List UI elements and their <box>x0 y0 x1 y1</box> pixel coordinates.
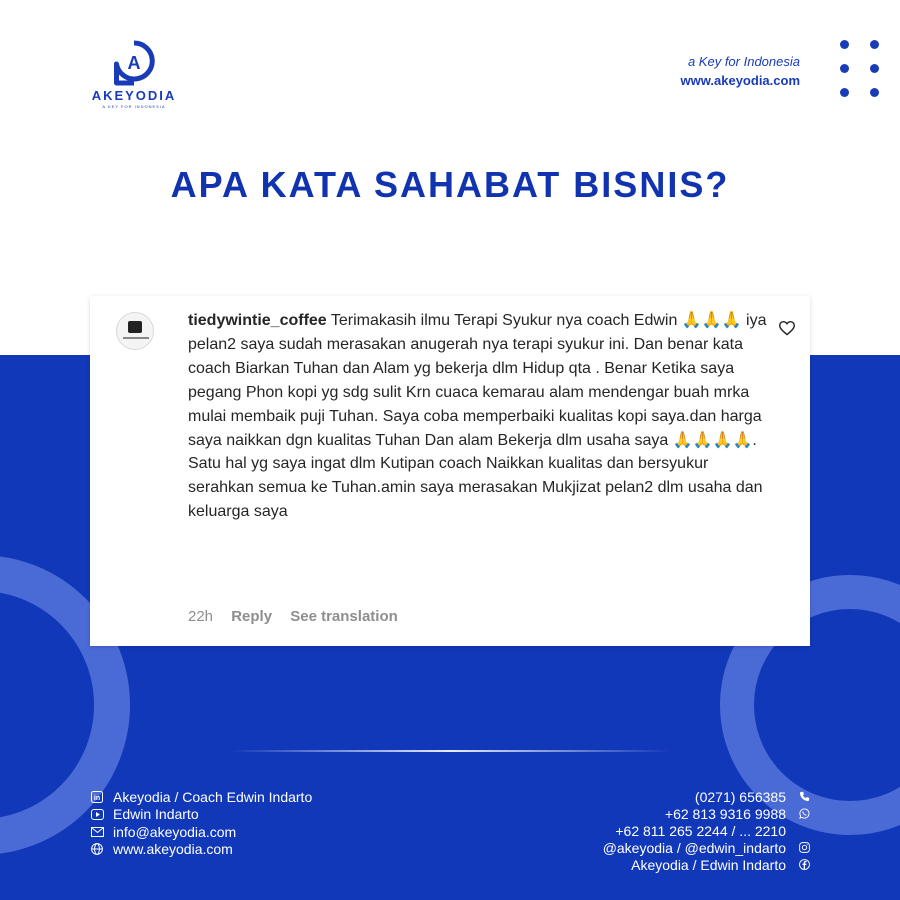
comment-text-part-1: Terimakasih ilmu Terapi Syukur nya coach Edwin <box>326 312 682 329</box>
pray-emoji-group-2: 🙏🙏🙏🙏 <box>672 431 753 449</box>
footer-website[interactable] <box>90 841 312 859</box>
dot <box>870 64 879 73</box>
svg-text:in: in <box>93 794 101 802</box>
dot <box>840 64 849 73</box>
footer-contacts-right <box>603 788 810 873</box>
brand-name: AKEYODIA <box>91 88 177 103</box>
brand-tagline-small: A KEY FOR INDONESIA <box>102 104 166 109</box>
instagram-icon <box>798 842 810 854</box>
avatar[interactable] <box>116 312 154 350</box>
footer-phone[interactable] <box>603 788 810 805</box>
avatar-logo-text <box>123 337 149 339</box>
akeyodia-logo <box>84 40 184 109</box>
page-headline: APA KATA SAHABAT BISNIS? <box>170 164 730 205</box>
footer-youtube[interactable] <box>90 806 312 824</box>
reply-button[interactable]: Reply <box>231 608 273 625</box>
footer-linkedin[interactable] <box>90 788 312 806</box>
comment-time: 22h <box>188 608 214 625</box>
heart-icon[interactable] <box>778 320 796 336</box>
footer-instagram-text: @akeyodia / @edwin_indarto <box>602 839 786 856</box>
footer-website-text: www.akeyodia.com <box>113 841 233 858</box>
dot <box>870 40 879 49</box>
logo-letter: A <box>127 53 141 73</box>
logo-pin-icon <box>112 40 156 86</box>
footer-contacts-left <box>90 788 312 858</box>
avatar-logo-mark <box>128 321 142 333</box>
youtube-icon <box>90 807 104 821</box>
divider-line <box>230 750 670 752</box>
comment-text-part-3: . Satu hal yg saya ingat dlm Kutipan coach Naikkan kualitas dan bersyukur serahkan semua ke Tuhan.amin saya merasakan Mukjizat pelan2 dlm usaha dan keluarga saya <box>188 431 763 521</box>
dot <box>870 88 879 97</box>
facebook-icon <box>798 859 810 871</box>
comment-text-part-2: iya pelan2 saya sudah merasakan anugerah nya terapi syukur ini. Dan benar kata coach Biarkan Tuhan dan Alam yg bekerja dlm Hidup qta . Benar Ketika saya pegang Phon kopi yg sdg sulit Krn cuaca kemarau alam mendengar buah mrka mulai membaik puji Tuhan. Saya coba memperbaiki kualitas kopi saya.dan harga saya naikkan dgn kualitas Tuhan Dan alam Bekerja dlm usaha saya <box>188 312 767 449</box>
header-website[interactable]: www.akeyodia.com <box>680 73 800 88</box>
footer-phone-alt-text: +62 811 265 2244 / ... 2210 <box>615 822 786 839</box>
footer-instagram[interactable] <box>603 839 810 856</box>
header-tagline <box>681 54 800 88</box>
comment-card <box>90 296 810 646</box>
footer-phone-alt[interactable] <box>603 822 810 839</box>
footer-whatsapp[interactable] <box>603 805 810 822</box>
linkedin-icon <box>90 790 104 804</box>
dot <box>840 40 849 49</box>
comment-body <box>188 309 768 524</box>
footer-facebook-text: Akeyodia / Edwin Indarto <box>631 856 786 873</box>
footer-email-text: info@akeyodia.com <box>113 823 237 840</box>
tagline-text: a Key for Indonesia <box>687 54 800 69</box>
dot <box>840 88 849 97</box>
comment-meta <box>188 608 412 625</box>
blank-icon-slot <box>798 825 810 837</box>
see-translation-link[interactable]: See translation <box>290 608 398 625</box>
footer-facebook[interactable] <box>603 856 810 873</box>
phone-icon <box>798 791 810 803</box>
pray-emoji-group-1: 🙏🙏🙏 <box>681 312 742 329</box>
globe-icon <box>90 842 104 856</box>
dot-grid-decoration <box>838 38 882 98</box>
footer-linkedin-text: Akeyodia / Coach Edwin Indarto <box>113 788 313 805</box>
footer-email[interactable] <box>90 823 312 841</box>
footer-youtube-text: Edwin Indarto <box>113 806 199 823</box>
mail-icon <box>90 825 104 839</box>
footer-whatsapp-text: +62 813 9316 9988 <box>664 805 786 822</box>
footer-phone-text: (0271) 656385 <box>694 788 786 805</box>
whatsapp-icon <box>798 808 810 820</box>
comment-username[interactable]: tiedywintie_coffee <box>188 312 327 329</box>
